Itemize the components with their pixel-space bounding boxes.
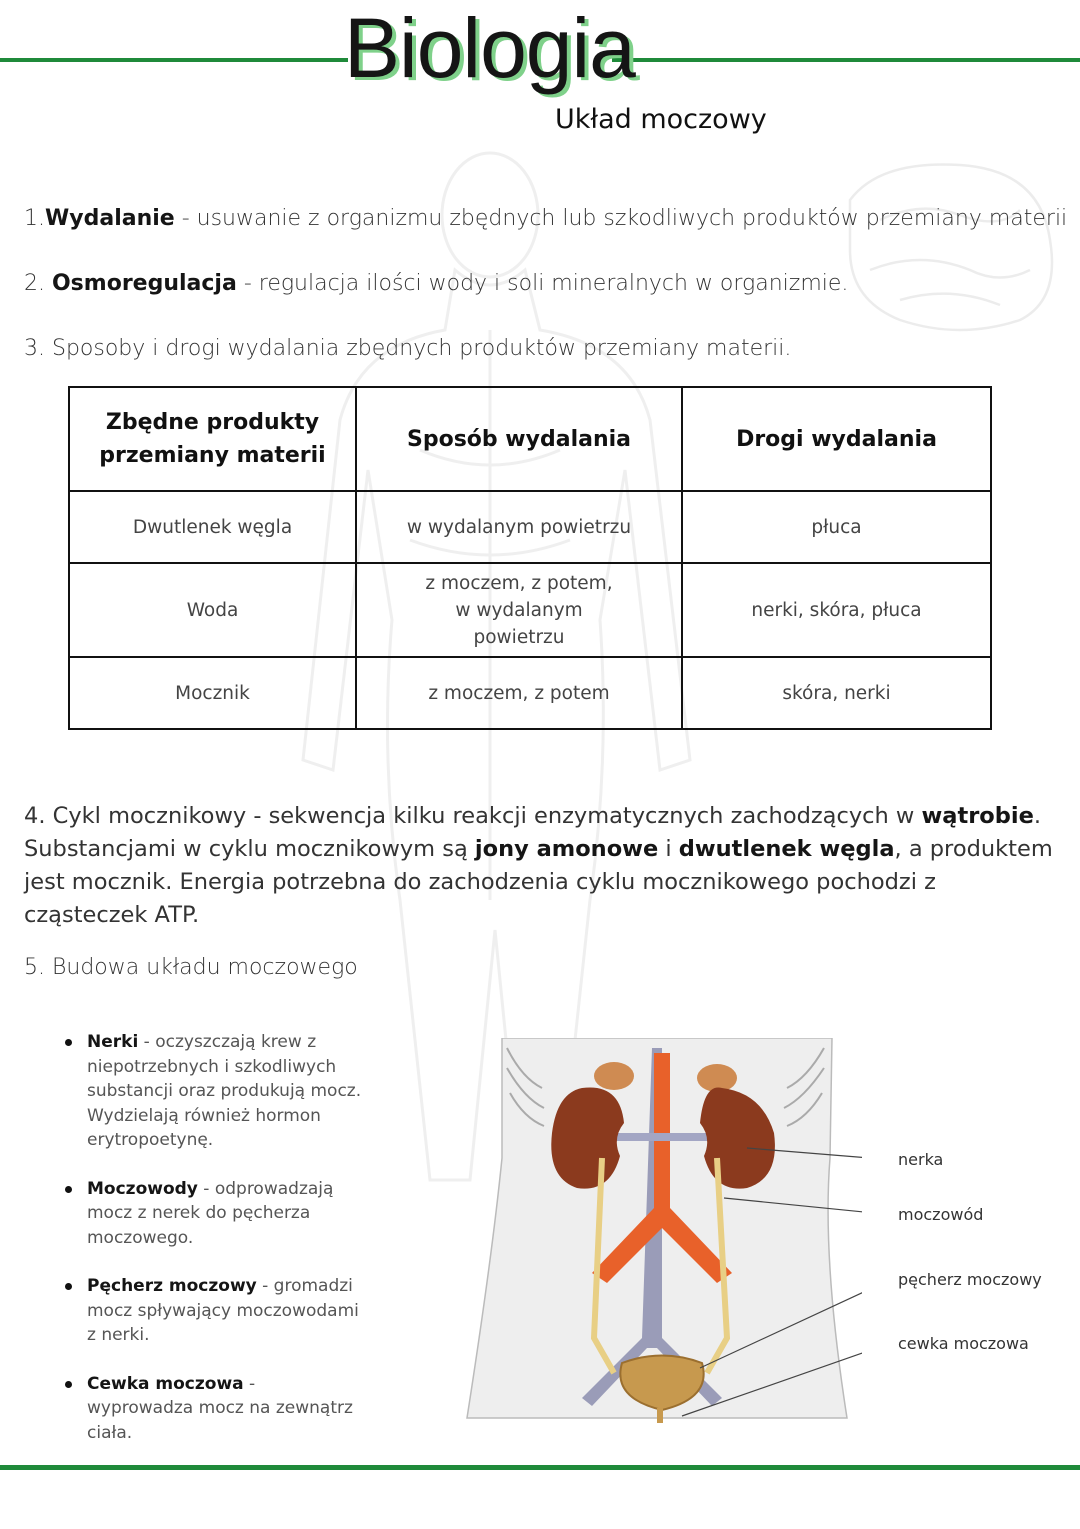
excretion-table <box>68 386 992 730</box>
footer-rule <box>0 1465 1080 1470</box>
table-row <box>69 657 991 729</box>
table-cell: skóra, nerki <box>682 657 991 729</box>
table-cell: płuca <box>682 491 991 563</box>
table-header-routes: Drogi wydalania <box>682 387 991 491</box>
table-header-row <box>69 387 991 491</box>
definition-osmoregulacja: 2. Osmoregulacja - regulacja ilości wody i soli mineralnych w organizmie. <box>24 271 849 296</box>
section-4-urea-cycle: 4. Cykl mocznikowy - sekwencja kilku reakcji enzymatycznych zachodzących w wątrobie. Substancjami w cyklu mocznikowym są jony amonowe i dwutlenek węgla, a produktem jest mocznik. Energia potrzebna do zachodzenia cyklu mocznikowego pochodzi z cząsteczek ATP. <box>24 803 1053 928</box>
section-5-heading: 5. Budowa układu moczowego <box>24 955 358 980</box>
table-row <box>69 563 991 657</box>
diagram-label-pecherz: pęcherz moczowy <box>898 1270 1042 1289</box>
page-title: Biologia <box>344 1 635 95</box>
list-item-moczowody: Moczowody - odprowadzają mocz z nerek do pęcherza moczowego. <box>52 1177 362 1251</box>
table-cell: Mocznik <box>69 657 356 729</box>
table-cell: w wydalanym powietrzu <box>356 491 682 563</box>
table-header-method: Sposób wydalania <box>356 387 682 491</box>
table-cell: z moczem, z potem <box>356 657 682 729</box>
list-item-nerki: Nerki - oczyszczają krew z niepotrzebnych i szkodliwych substancji oraz produkują mocz. Wydzielają również hormon erytropoetynę. <box>52 1030 362 1153</box>
section-3-heading: 3. Sposoby i drogi wydalania zbędnych produktów przemiany materii. <box>24 336 792 361</box>
left-adrenal-gland <box>594 1062 634 1090</box>
list-item-pecherz: Pęcherz moczowy - gromadzi mocz spływający moczowodami z nerki. <box>52 1274 362 1348</box>
list-item-cewka: Cewka moczowa - wyprowadza mocz na zewnątrz ciała. <box>52 1372 362 1446</box>
table-cell: Dwutlenek węgla <box>69 491 356 563</box>
table-row <box>69 491 991 563</box>
urinary-system-diagram <box>462 1038 862 1423</box>
definition-wydalanie: 1.Wydalanie - usuwanie z organizmu zbędnych lub szkodliwych produktów przemiany materii <box>24 206 1068 231</box>
table-header-products: Zbędne produkty przemiany materii <box>69 387 356 491</box>
organs-list <box>52 1030 362 1469</box>
diagram-label-moczowod: moczowód <box>898 1205 984 1224</box>
table-cell: Woda <box>69 563 356 657</box>
diagram-label-nerka: nerka <box>898 1150 944 1169</box>
header-rule-left <box>0 58 348 62</box>
header-rule-right <box>612 58 1080 62</box>
table-cell: nerki, skóra, płuca <box>682 563 991 657</box>
table-cell: z moczem, z potem, w wydalanym powietrzu <box>356 563 682 657</box>
page-subtitle: Układ moczowy <box>555 104 767 135</box>
diagram-label-cewka: cewka moczowa <box>898 1334 1029 1353</box>
